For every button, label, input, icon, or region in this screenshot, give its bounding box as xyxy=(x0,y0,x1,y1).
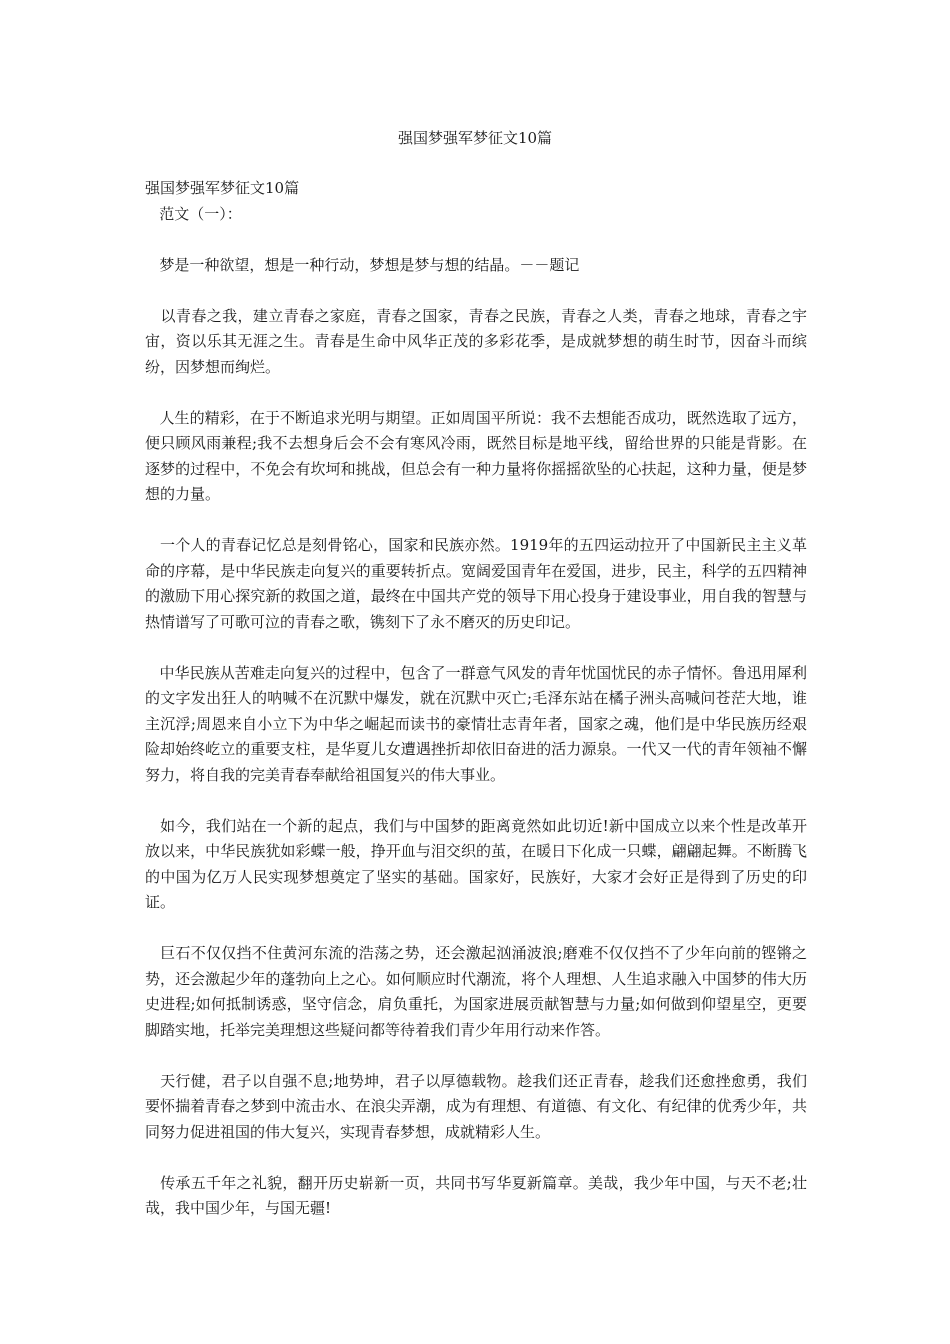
section-label: 范文（一）： xyxy=(145,204,242,223)
paragraph: 巨石不仅仅挡不住黄河东流的浩荡之势，还会激起汹涌波浪;磨难不仅仅挡不了少年向前的铿锵之势，还会激起少年的蓬勃向上之心。如何顺应时代潮流，将个人理想、人生追求融入中国梦的伟大历史进程;如何抵制诱惑，坚守信念，肩负重托，为国家进展贡献智慧与力量;如何做到仰望星空，更要脚踏实地，托举完美理想这些疑问都等待着我们青少年用行动来作答。 xyxy=(145,944,807,1039)
paragraph: 中华民族从苦难走向复兴的过程中，包含了一群意气风发的青年忧国忧民的赤子情怀。鲁迅用犀利的文字发出狂人的呐喊不在沉默中爆发，就在沉默中灭亡;毛泽东站在橘子洲头高喊问苍茫大地，谁主沉浮;周恩来自小立下为中华之崛起而读书的豪情壮志青年者，国家之魂，他们是中华民族历经艰险却始终屹立的重要支柱，是华夏儿女遭遇挫折却依旧奋进的活力源泉。一代又一代的青年领袖不懈努力，将自我的完美青春奉献给祖国复兴的伟大事业。 xyxy=(145,663,807,784)
document-subtitle: 强国梦强军梦征文10篇 xyxy=(145,179,300,197)
paragraph: 人生的精彩，在于不断追求光明与期望。正如周国平所说：我不去想能否成功，既然选取了远方，便只顾风雨兼程;我不去想身后会不会有寒风冷雨，既然目标是地平线，留给世界的只能是背影。在逐梦的过程中，不免会有坎坷和挑战，但总会有一种力量将你摇摇欲坠的心扶起，这种力量，便是梦想的力量。 xyxy=(145,408,807,503)
paragraph-epigraph: 梦是一种欲望，想是一种行动，梦想是梦与想的结晶。－－题记 xyxy=(145,255,580,274)
paragraph: 如今，我们站在一个新的起点，我们与中国梦的距离竟然如此切近!新中国成立以来个性是改革开放以来，中华民族犹如彩蝶一般，挣开血与泪交织的茧，在暖日下化成一只蝶，翩翩起舞。不断腾飞的中国为亿万人民实现梦想奠定了坚实的基础。国家好，民族好，大家才会好正是得到了历史的印证。 xyxy=(145,816,807,911)
document-title: 强国梦强军梦征文10篇 xyxy=(397,129,553,147)
heading-block xyxy=(145,176,807,227)
paragraph: 以青春之我，建立青春之家庭，青春之国家，青春之民族，青春之人类，青春之地球，青春之宇宙，资以乐其无涯之生。青春是生命中风华正茂的多彩花季，是成就梦想的萌生时节，因奋斗而缤纷，因梦想而绚烂。 xyxy=(145,306,807,376)
document-body xyxy=(145,176,807,1247)
paragraph: 传承五千年之礼貌，翻开历史崭新一页，共同书写华夏新篇章。美哉，我少年中国，与天不老;壮哉，我中国少年，与国无疆! xyxy=(145,1173,807,1217)
paragraph: 一个人的青春记忆总是刻骨铭心，国家和民族亦然。1919年的五四运动拉开了中国新民主主义革命的序幕，是中华民族走向复兴的重要转折点。宽阔爱国青年在爱国，进步，民主，科学的五四精神的激励下用心探究新的救国之道，最终在中国共产党的领导下用心投身于建设事业，用自我的智慧与热情谱写了可歌可泣的青春之歌，镌刻下了永不磨灭的历史印记。 xyxy=(145,536,807,631)
paragraph: 天行健，君子以自强不息;地势坤，君子以厚德载物。趁我们还正青春，趁我们还愈挫愈勇，我们要怀揣着青春之梦到中流击水、在浪尖弄潮，成为有理想、有道德、有文化、有纪律的优秀少年，共同努力促进祖国的伟大复兴，实现青春梦想，成就精彩人生。 xyxy=(145,1071,807,1141)
